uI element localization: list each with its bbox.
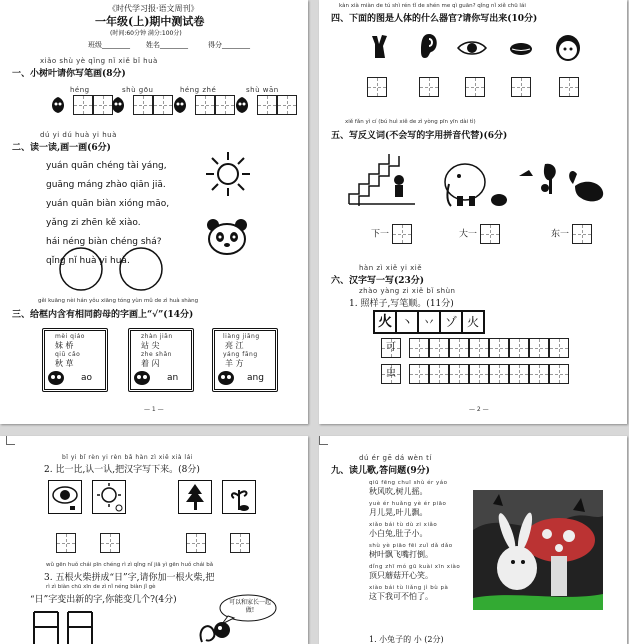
vowel-box-3[interactable] (212, 328, 278, 392)
organ-grid-4 (511, 76, 531, 97)
vowel-tag: ao (81, 373, 93, 383)
s2-pinyin: dú yi dú huà yi huà (40, 131, 117, 139)
owl-icon (133, 369, 151, 385)
writing-grid[interactable] (230, 533, 250, 553)
writing-grid[interactable] (419, 77, 439, 97)
rhyme-pinyin: xiǎo bái tù dù zi xiǎo (369, 522, 438, 528)
leaf-pinyin: héng (70, 86, 90, 94)
cartoon-icon (196, 618, 236, 644)
rhyme-line: 顶只蘑菇开心笑。 (369, 571, 433, 580)
plant-box (222, 480, 256, 514)
q2-grid-4 (230, 532, 250, 553)
box-chars: 秋 草 (55, 359, 74, 368)
box-chars: 站 尖 (141, 341, 160, 350)
s5-pinyin: xiě fǎn yì cí (bú huì xiě de zì yòng pīn yīn dài tì) (345, 119, 476, 125)
writing-grid[interactable] (195, 95, 215, 115)
s9-pinyin: dú ér gē dá wèn tí (359, 454, 432, 462)
q2-grid-1 (56, 532, 76, 553)
writing-grid[interactable] (429, 364, 449, 384)
writing-grid[interactable] (429, 338, 449, 358)
box-pinyin: liàng jiāng (223, 333, 260, 340)
box-chars: 亮 江 (225, 341, 244, 350)
rhyme-line: 月儿晃,叶儿飘。 (369, 508, 428, 517)
leaf-icon (48, 96, 68, 114)
example-stroke: 火 (463, 310, 485, 334)
exam-meta: (时间:60分钟 满分:100分) (110, 30, 182, 37)
poem-line: guāng máng zhào qiān jiā. (46, 180, 166, 190)
drawing-circle-1[interactable] (58, 246, 104, 292)
question-1: 1. 小兔子的 小 (2分) (369, 635, 444, 644)
leaf-item-2 (108, 86, 173, 115)
s4-pinyin: kàn xià miàn de tú shì rén tǐ de shén me qì guān? qǐng nǐ xiě chū lái (339, 3, 526, 9)
row-char (381, 338, 401, 358)
box-chars: 着 闪 (141, 359, 160, 368)
writing-grid[interactable] (509, 338, 529, 358)
score-field: 得分________ (208, 41, 250, 49)
section-9-heading: 九、读儿歌,答问题(9分) (331, 466, 430, 476)
row-char-text: 虫 (386, 368, 396, 379)
q3-heading: 3. 五根火柴拼成“日”字,请你加一根火柴,把 (44, 573, 215, 583)
rhyme-line: 这下我可不怕了。 (369, 592, 433, 601)
section-3-heading: 三、给框内含有相同韵母的字画上“√”(14分) (12, 310, 194, 320)
rhyme-line: 树叶飘飞嘴打倒。 (369, 550, 433, 559)
writing-grid[interactable] (56, 533, 76, 553)
q3b-heading: “日”字变出新的字,你能变几个?(4分) (30, 595, 177, 605)
box-chars: 羊 方 (225, 359, 244, 368)
writing-grid[interactable] (133, 95, 153, 115)
page-4 (319, 436, 627, 644)
row-char (381, 364, 401, 384)
writing-grid[interactable] (511, 77, 531, 97)
row-char-text: 可 (386, 342, 396, 353)
s1-pinyin: xiǎo shù yè qǐng nǐ xiě bǐ huà (40, 57, 158, 65)
page-title: 一年级(上)期中测试卷 (95, 15, 205, 28)
writing-grid[interactable] (186, 533, 206, 553)
section-6-heading: 六、汉字写一写(23分) (331, 276, 425, 286)
writing-grid[interactable] (367, 77, 387, 97)
stairs-icon (345, 150, 417, 208)
box-pinyin: qiū cǎo (55, 351, 81, 358)
leaf-item-1 (48, 86, 113, 115)
leaf-icon (170, 96, 190, 114)
writing-grid[interactable] (549, 338, 569, 358)
antonym-1 (371, 224, 412, 244)
stroke-example (373, 310, 485, 334)
q1-heading: 1. 照样子,写笔顺。(11分) (349, 299, 454, 309)
leaf-pinyin: héng zhé (180, 86, 217, 94)
rhyme-pinyin: qiū fēng chuī shù ér yáo (369, 480, 448, 486)
writing-grid[interactable] (559, 77, 579, 97)
elephant-icon (443, 160, 513, 208)
matchstick-ri-2 (66, 610, 94, 644)
box-pinyin: mèi qiáo (55, 333, 85, 340)
writing-grid[interactable] (277, 95, 297, 115)
eye-icon (457, 40, 487, 56)
vowel-box-2[interactable] (128, 328, 194, 392)
vowel-tag: an (167, 373, 179, 383)
writing-grid[interactable] (392, 224, 412, 244)
box-pinyin: zhàn jiān (141, 333, 173, 340)
drawing-circle-2[interactable] (118, 246, 164, 292)
antonym-word: 东一 (551, 229, 570, 240)
q2-heading: 2. 比一比,认一认,把汉字写下来。(8分) (44, 465, 200, 475)
vowel-box-1[interactable] (42, 328, 108, 392)
writing-grid[interactable] (465, 77, 485, 97)
q1-pinyin: zhào yàng zi xiě bǐ shùn (359, 287, 456, 295)
ear-icon (417, 32, 441, 60)
mouth-icon (509, 42, 533, 56)
poem-line: yǎng zi zhēn kě xiào. (46, 218, 141, 228)
writing-grid[interactable] (449, 364, 469, 384)
stroke-row-chong (381, 364, 569, 384)
leaf-pinyin: shù gōu (122, 86, 154, 94)
nursery-rhyme (369, 480, 460, 602)
rhyme-pinyin: shù yè piāo fēi zuǐ dǎ dǎo (369, 543, 453, 549)
example-stroke: ゾ (441, 310, 463, 334)
source-line: 《时代学习报·语文周刊》 (108, 4, 199, 13)
leaf-pinyin: shù wān (246, 86, 279, 94)
hand-icon (369, 34, 391, 60)
q2-grid-2 (100, 532, 120, 553)
writing-grid[interactable] (257, 95, 277, 115)
sun-icon (204, 150, 252, 198)
section-4-heading: 四、下面的图是人体的什么器官?请你写出来(10分) (331, 14, 538, 24)
page-1 (0, 0, 308, 424)
class-field: 班级________ (88, 41, 130, 49)
tree-box (178, 480, 212, 514)
poem-line: yuán quān chéng tài yáng, (46, 161, 167, 171)
corner-mark (6, 436, 15, 445)
poem-line: qǐng nǐ huà yi huà. (46, 256, 130, 266)
organ-grid-5 (559, 76, 579, 97)
writing-grid[interactable] (489, 364, 509, 384)
antonym-word: 大一 (459, 229, 478, 240)
sun-box (92, 480, 126, 514)
page-2 (319, 0, 627, 424)
antonym-3 (551, 224, 592, 244)
corner-mark (319, 436, 328, 445)
example-stroke: 丶 (397, 310, 419, 334)
writing-grid[interactable] (549, 364, 569, 384)
writing-grid[interactable] (489, 338, 509, 358)
owl-icon (217, 369, 235, 385)
page-number: — 1 — (144, 406, 164, 413)
writing-grid[interactable] (469, 364, 489, 384)
page-3 (0, 436, 308, 644)
leaf-item-4 (232, 86, 297, 115)
box-pinyin: zhe shǎn (141, 351, 172, 358)
writing-grid[interactable] (509, 364, 529, 384)
q3b-pinyin: rì zì biàn chū xīn de zì nǐ néng biàn jǐ gè (46, 584, 156, 590)
q2-grid-3 (186, 532, 206, 553)
bubble-text: 可以和家长一起做! (228, 599, 271, 614)
box-pinyin: yáng fāng (223, 351, 258, 358)
q2-pinyin: bǐ yi bǐ rèn yi rèn bǎ hàn zì xiě xià lái (62, 454, 193, 461)
example-char: 火 (373, 310, 397, 334)
stroke-row-ke (381, 338, 569, 358)
writing-grid[interactable] (572, 224, 592, 244)
antonym-2 (459, 224, 500, 244)
leaf-item-3 (170, 86, 235, 115)
leaf-icon (232, 96, 252, 114)
matchstick-ri-1 (32, 610, 60, 644)
organ-grid-1 (367, 76, 387, 97)
rhyme-line: 小白兔,肚子小。 (369, 529, 428, 538)
organ-grid-2 (419, 76, 439, 97)
leaf-icon (108, 96, 128, 114)
writing-grid[interactable] (469, 338, 489, 358)
poem-line: yuán quān biàn xióng māo, (46, 199, 170, 209)
name-field: 姓名________ (146, 41, 188, 49)
q3-pinyin: wǔ gēn huǒ chái pīn chéng rì zì qǐng nǐ jiā yì gēn huǒ chái bǎ (46, 562, 214, 568)
example-stroke: 丷 (419, 310, 441, 334)
writing-grid[interactable] (73, 95, 93, 115)
section-2-heading: 二、读一读,画一画(6分) (12, 143, 111, 153)
panda-icon (206, 218, 248, 256)
antonym-word: 下一 (371, 229, 390, 240)
section-5-heading: 五、写反义词(不会写的字用拼音代替)(6分) (331, 131, 508, 141)
rhyme-pinyin: xiào bái tù liǎng jì bù pà (369, 585, 449, 591)
eye-box (48, 480, 82, 514)
box-chars: 妹 桥 (55, 341, 74, 350)
writing-grid[interactable] (409, 338, 429, 358)
s6-pinyin: hàn zì xiě yi xiě (359, 264, 423, 272)
page-number: — 2 — (469, 406, 489, 413)
writing-grid[interactable] (480, 224, 500, 244)
s3-pinyin: gěi kuāng nèi hán yǒu xiāng tóng yùn mǔ de zì huà shàng (38, 298, 199, 304)
face-icon (555, 34, 581, 62)
animals-icon (515, 156, 607, 208)
rhyme-pinyin: yuè ér huǎng yè ér piāo (369, 501, 447, 507)
vowel-tag: ang (247, 373, 264, 383)
owl-icon (47, 369, 65, 385)
writing-grid[interactable] (529, 364, 549, 384)
writing-grid[interactable] (529, 338, 549, 358)
poem-line: hái néng biàn chéng shá? (46, 237, 162, 247)
organ-grid-3 (465, 76, 485, 97)
writing-grid[interactable] (409, 364, 429, 384)
writing-grid[interactable] (100, 533, 120, 553)
rhyme-line: 秋风吹,树儿摇。 (369, 487, 428, 496)
writing-grid[interactable] (449, 338, 469, 358)
section-1-heading: 一、小树叶请你写笔画(8分) (12, 69, 126, 79)
rabbit-illustration (473, 490, 603, 610)
rhyme-pinyin: dǐng zhī mó gū kuài xīn xiào (369, 564, 461, 570)
